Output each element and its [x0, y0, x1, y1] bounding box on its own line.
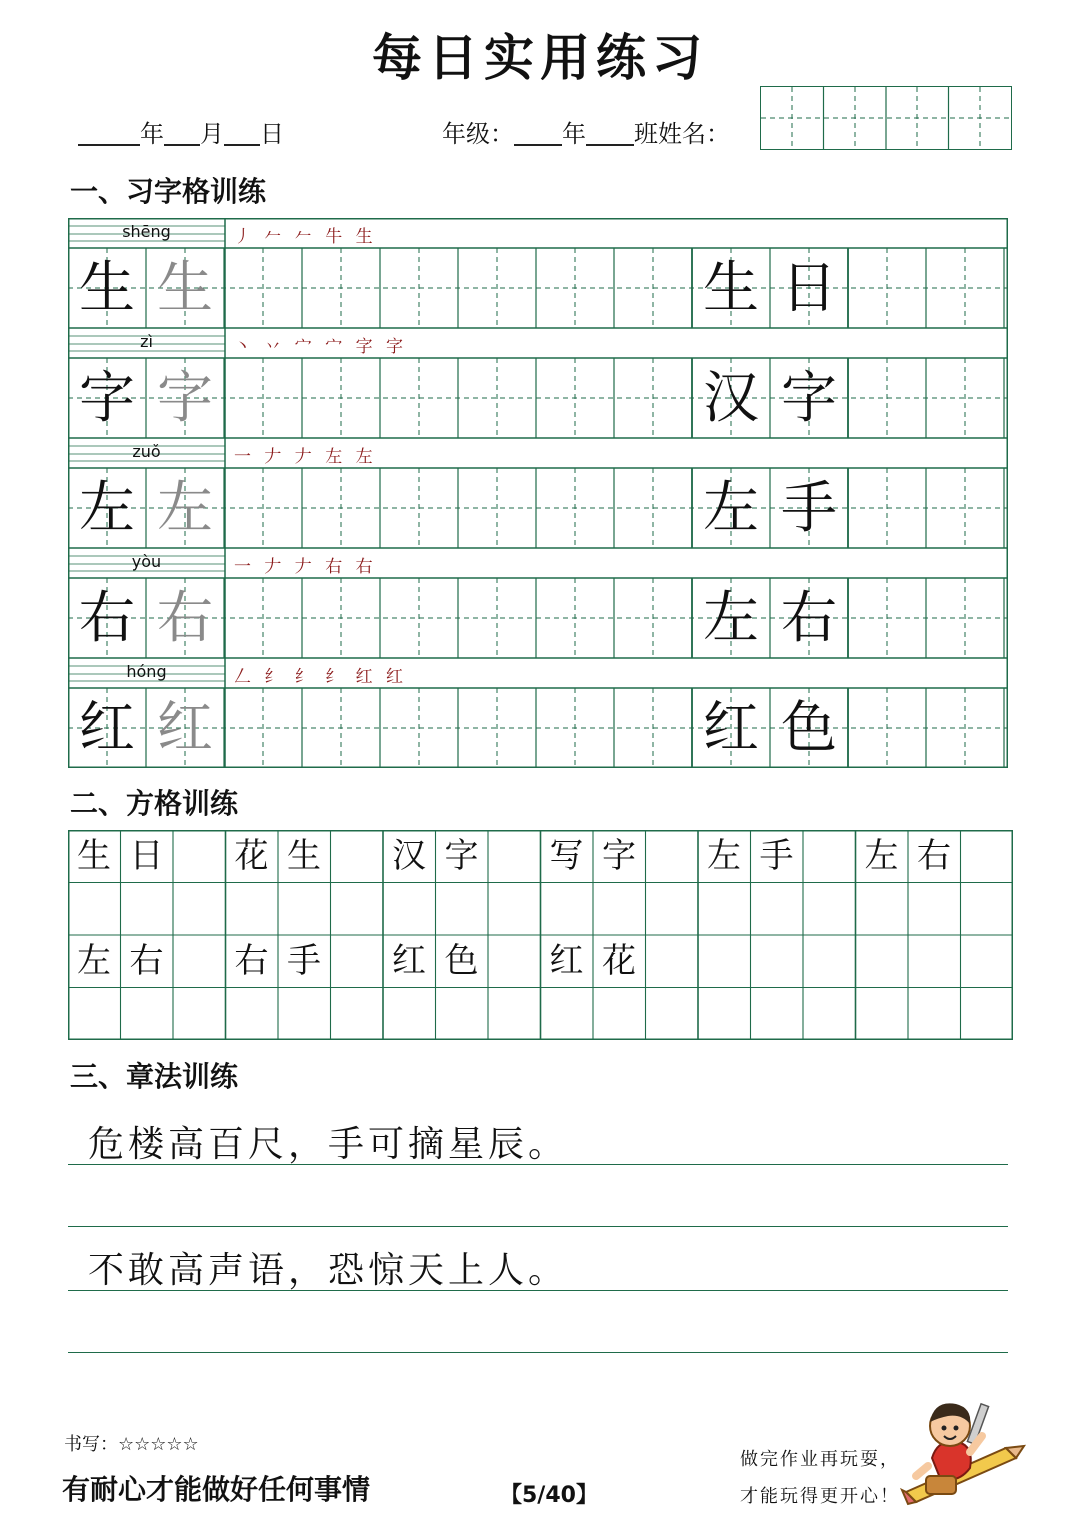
fang-word-char: 日: [129, 836, 164, 876]
writing-line: [68, 1226, 1008, 1227]
fang-word-char: 左: [707, 836, 741, 876]
trace-char: 字: [157, 366, 213, 431]
stroke-order: 𠃋 纟 纟 纟 红 红: [234, 667, 408, 687]
fang-word-char: 字: [602, 836, 636, 876]
trace-char: 左: [157, 476, 213, 541]
fang-word-char: 右: [129, 941, 164, 981]
practice-cell[interactable]: [614, 468, 692, 548]
stroke-order: 一 𠂇 𠂇 左 左: [234, 447, 377, 467]
practice-cell[interactable]: [224, 468, 302, 548]
fang-word-char: 生: [287, 836, 321, 876]
practice-cell[interactable]: [380, 578, 458, 658]
practice-cell[interactable]: [458, 468, 536, 548]
practice-cell[interactable]: [926, 358, 1004, 438]
day-blank[interactable]: [224, 120, 260, 146]
practice-cell[interactable]: [458, 578, 536, 658]
practice-cell[interactable]: [536, 578, 614, 658]
fang-word-char: 红: [392, 941, 426, 981]
writing-line: [68, 1352, 1008, 1353]
practice-cell[interactable]: [926, 688, 1004, 768]
page-title: 每日实用练习: [372, 29, 708, 87]
date-line: [78, 114, 284, 149]
class-blank[interactable]: [586, 120, 634, 146]
stroke-order: 丿 𠂉 𠂉 牛 生: [234, 227, 377, 247]
fang-word-char: 右: [234, 941, 269, 981]
practice-cell[interactable]: [302, 578, 380, 658]
practice-cell[interactable]: [224, 248, 302, 328]
practice-cell[interactable]: [302, 248, 380, 328]
fang-word-char: 手: [287, 941, 321, 981]
practice-cell[interactable]: [614, 358, 692, 438]
writing-line: [68, 1290, 1008, 1291]
footer-motto: 有耐心才能做好任何事情: [62, 1473, 371, 1506]
pinyin-label: shēng: [122, 222, 171, 241]
year-label: 年: [140, 120, 164, 148]
pinyin-label: yòu: [131, 552, 162, 571]
trace-char: 右: [157, 586, 213, 651]
writing-rating[interactable]: 书写：☆☆☆☆☆: [64, 1434, 199, 1455]
section1-title: 一、习字格训练: [70, 175, 267, 208]
practice-cell[interactable]: [536, 468, 614, 548]
fang-word-char: 手: [759, 836, 794, 876]
practice-cell[interactable]: [302, 688, 380, 768]
practice-cell[interactable]: [302, 358, 380, 438]
practice-cell[interactable]: [926, 578, 1004, 658]
pinyin-label: zuǒ: [132, 442, 161, 461]
model-char: 右: [79, 586, 135, 651]
fang-word-char: 右: [917, 836, 951, 876]
practice-cell[interactable]: [458, 688, 536, 768]
practice-cell[interactable]: [302, 468, 380, 548]
grade-line: [442, 114, 730, 149]
name-writing-grid[interactable]: [760, 86, 1012, 150]
practice-cell[interactable]: [224, 688, 302, 768]
word-char: 红: [703, 696, 759, 761]
practice-cell[interactable]: [380, 248, 458, 328]
writing-line: [68, 1164, 1008, 1165]
pinyin-label: hóng: [126, 662, 167, 681]
fang-word-char: 生: [77, 836, 111, 876]
practice-cell[interactable]: [536, 358, 614, 438]
practice-cell[interactable]: [614, 578, 692, 658]
model-char: 生: [79, 256, 135, 321]
fang-practice-grid: [68, 830, 1013, 1040]
word-char: 右: [781, 586, 837, 651]
fang-word-char: 左: [77, 941, 111, 981]
fang-word-char: 写: [549, 836, 584, 876]
word-char: 日: [781, 256, 837, 321]
grade-blank[interactable]: [514, 120, 562, 146]
word-char: 汉: [703, 366, 759, 431]
footer-note-2: 才能玩得更开心！: [740, 1486, 900, 1507]
class-label: 班: [634, 120, 658, 148]
practice-cell[interactable]: [848, 468, 926, 548]
practice-cell[interactable]: [926, 468, 1004, 548]
word-char: 色: [781, 696, 837, 761]
fang-word-char: 花: [234, 836, 269, 876]
grade-label: 年级：: [442, 120, 514, 148]
practice-cell[interactable]: [848, 248, 926, 328]
fang-word-char: 汉: [392, 836, 426, 876]
word-char: 生: [703, 256, 759, 321]
grade-nian-label: 年: [562, 120, 586, 148]
model-char: 红: [79, 696, 135, 761]
model-char: 字: [79, 366, 135, 431]
fang-word-char: 红: [549, 941, 584, 981]
word-char: 左: [703, 586, 759, 651]
section2-title: 二、方格训练: [70, 787, 239, 820]
month-blank[interactable]: [164, 120, 200, 146]
month-label: 月: [200, 120, 224, 148]
tian-practice-grid: [68, 218, 1008, 768]
poem-line-2: 不敢高声语，恐惊天上人。: [88, 1250, 569, 1291]
fang-word-char: 花: [602, 941, 636, 981]
model-char: 左: [79, 476, 135, 541]
fang-word-char: 字: [444, 836, 479, 876]
practice-cell[interactable]: [458, 358, 536, 438]
practice-cell[interactable]: [380, 358, 458, 438]
practice-cell[interactable]: [848, 688, 926, 768]
poem-line-1: 危楼高百尺，手可摘星辰。: [88, 1124, 569, 1165]
trace-char: 生: [157, 256, 213, 321]
practice-cell[interactable]: [380, 688, 458, 768]
practice-cell[interactable]: [458, 248, 536, 328]
word-char: 手: [781, 476, 837, 541]
practice-cell[interactable]: [848, 358, 926, 438]
name-grid-lines: [761, 87, 1011, 149]
page-number: 【5/40】: [500, 1483, 598, 1508]
practice-cell[interactable]: [614, 248, 692, 328]
practice-cell[interactable]: [224, 358, 302, 438]
section3-title: 三、章法训练: [70, 1060, 239, 1093]
practice-cell[interactable]: [536, 248, 614, 328]
day-label: 日: [260, 120, 284, 148]
stroke-order: 丶 丷 宀 宀 字 字: [234, 337, 408, 357]
practice-cell[interactable]: [926, 248, 1004, 328]
fang-word-char: 色: [444, 941, 479, 981]
word-char: 左: [703, 476, 759, 541]
trace-char: 红: [157, 696, 213, 761]
fang-word-char: 左: [864, 836, 899, 876]
practice-cell[interactable]: [848, 578, 926, 658]
pinyin-label: zì: [140, 332, 153, 351]
footer-note-1: 做完作业再玩耍，: [740, 1449, 900, 1470]
practice-cell[interactable]: [614, 688, 692, 768]
stroke-order: 一 𠂇 𠂇 右 右: [234, 557, 377, 577]
year-blank[interactable]: [78, 120, 140, 146]
name-label: 姓名：: [658, 120, 730, 148]
word-char: 字: [781, 366, 837, 431]
cartoon-boy-pencil-icon: [898, 1396, 1028, 1508]
practice-cell[interactable]: [380, 468, 458, 548]
practice-cell[interactable]: [536, 688, 614, 768]
practice-cell[interactable]: [224, 578, 302, 658]
